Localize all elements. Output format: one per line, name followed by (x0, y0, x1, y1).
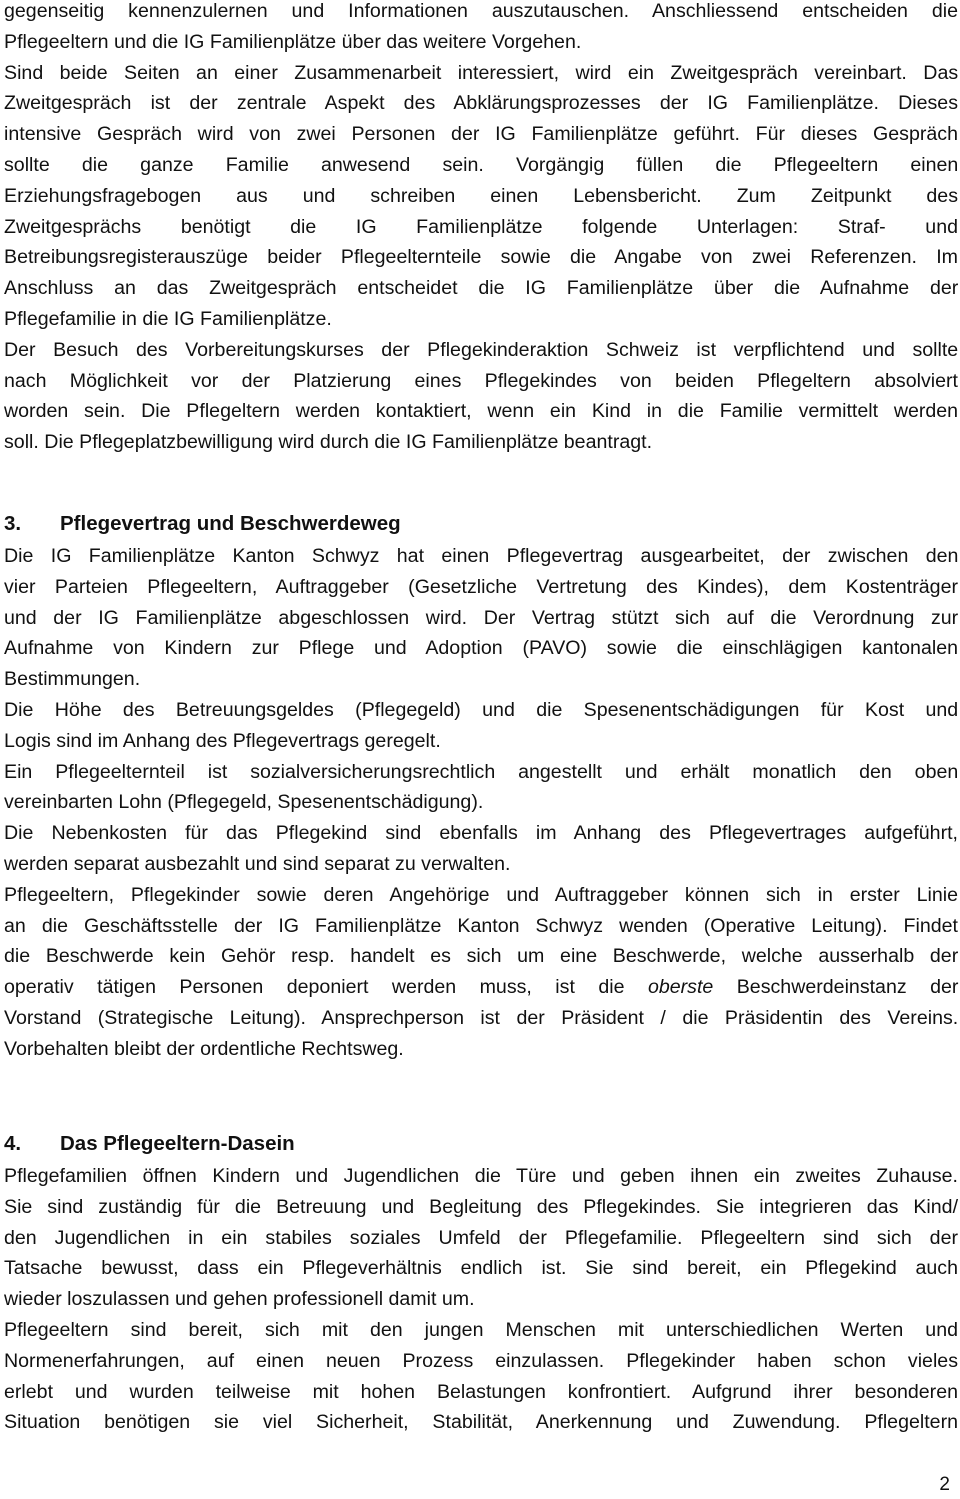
text-line: vereinbarten Lohn (Pflegegeld, Spesenentschädigung). (4, 791, 484, 814)
text-segment: Beschwerdeinstanz der (713, 976, 959, 999)
text-line: die Beschwerde kein Gehör resp. handelt es sich um eine Beschwerde, welche ausserhalb der (4, 945, 959, 968)
text-line: Sie sind zuständig für die Betreuung und Begleitung des Pflegekindes. Sie integrieren das Kind/ (4, 1195, 959, 1218)
text-line: Die Höhe des Betreuungsgeldes (Pflegegeld) und die Spesenentschädigungen für Kost und (4, 698, 959, 721)
section-number: 3. (4, 512, 22, 535)
text-line-with-emphasis (4, 972, 958, 1003)
text-line: Logis sind im Anhang des Pflegevertrags geregelt. (4, 729, 441, 752)
text-line: und der IG Familienplätze abgeschlossen wird. Der Vertrag stützt sich auf die Verordnung zur (4, 606, 959, 629)
text-line: Pflegefamilie in die IG Familienplätze. (4, 307, 332, 330)
text-line: Situation benötigen sie viel Sicherheit, Stabilität, Anerkennung und Zuwendung. Pflegeltern (4, 1411, 958, 1434)
page-number: 2 (939, 1474, 950, 1495)
text-line: Tatsache bewusst, dass ein Pflegeverhältnis endlich ist. Sie sind bereit, ein Pflegekind auch (4, 1257, 959, 1280)
text-line: gegenseitig kennenzulernen und Informationen auszutauschen. Anschliessend entscheiden die (4, 0, 958, 22)
text-line: intensive Gespräch wird von zwei Personen der IG Familienplätze geführt. Für dieses Gespräch (4, 123, 958, 146)
text-line: nach Möglichkeit vor der Platzierung eines Pflegekindes von beiden Pflegeltern absolviert (4, 369, 958, 392)
text-line: Sind beide Seiten an einer Zusammenarbeit interessiert, wird ein Zweitgespräch vereinbart. Das (4, 61, 959, 84)
text-line: wieder loszulassen und gehen professionell damit um. (4, 1288, 475, 1311)
section-heading-4 (4, 1129, 295, 1159)
emphasis-word: oberste (647, 976, 714, 999)
text-line: erlebt und wurden teilweise mit hohen Belastungen konfrontiert. Aufgrund ihrer besonderen (4, 1380, 958, 1403)
text-line: Bestimmungen. (4, 668, 141, 691)
text-line: sollte die ganze Familie anwesend sein. Vorgängig füllen die Pflegeeltern einen (4, 153, 959, 176)
text-line: worden sein. Die Pflegeltern werden kontaktiert, wenn ein Kind in die Familie vermittelt werden (4, 400, 959, 423)
text-line: werden separat ausbezahlt und sind separat zu verwalten. (4, 852, 511, 875)
text-line: soll. Die Pflegeplatzbewilligung wird durch die IG Familienplätze beantragt. (4, 431, 653, 454)
text-line: Ein Pflegeelternteil ist sozialversicherungsrechtlich angestellt und erhält monatlich den oben (4, 760, 959, 783)
text-line: Zweitgespräch ist der zentrale Aspekt des Abklärungsprozesses der IG Familienplätze. Dieses (4, 92, 958, 115)
text-line: Die IG Familienplätze Kanton Schwyz hat einen Pflegevertrag ausgearbeitet, der zwischen den (4, 545, 959, 567)
text-line: an die Geschäftsstelle der IG Familienplätze Kanton Schwyz wenden (Operative Leitung). Findet (4, 914, 958, 937)
text-line: Der Besuch des Vorbereitungskurses der Pflegekinderaktion Schweiz ist verpflichtend und sollte (4, 338, 959, 361)
text-line: Pflegefamilien öffnen Kindern und Jugendlichen die Türe und geben ihnen ein zweites Zuhause. (4, 1165, 958, 1187)
section-3-body (4, 541, 958, 1065)
text-line: Pflegeeltern sind bereit, sich mit den jungen Menschen mit unterschiedlichen Werten und (4, 1318, 958, 1341)
text-line: Pflegeeltern, Pflegekinder sowie deren Angehörige und Auftraggeber können sich in erster Linie (4, 883, 958, 906)
section-4-body (4, 1161, 958, 1438)
text-line: Betreibungsregisterauszüge beider Pflegeelternteile sowie die Angabe von zwei Referenzen. Im (4, 246, 958, 269)
text-line: Zweitgesprächs benötigt die IG Familienplätze folgende Unterlagen: Straf- und (4, 215, 958, 238)
text-line: Erziehungsfragebogen aus und schreiben einen Lebensbericht. Zum Zeitpunkt des (4, 184, 958, 207)
text-line: Vorbehalten bleibt der ordentliche Rechtsweg. (4, 1037, 404, 1060)
text-line: Anschluss an das Zweitgespräch entscheidet die IG Familienplätze über die Aufnahme der (4, 277, 959, 300)
text-line: Die Nebenkosten für das Pflegekind sind ebenfalls im Anhang des Pflegevertrages aufgeführt, (4, 822, 958, 845)
intro-paragraphs (4, 0, 958, 458)
text-line: Pflegeeltern und die IG Familienplätze über das weitere Vorgehen. (4, 30, 582, 53)
section-heading-3 (4, 509, 401, 539)
section-title: Das Pflegeeltern-Dasein (60, 1132, 295, 1155)
text-line: vier Parteien Pflegeeltern, Auftraggeber (Gesetzliche Vertretung des Kindes), dem Kostenträger (4, 575, 958, 598)
text-line: den Jugendlichen in ein stabiles soziales Umfeld der Pflegefamilie. Pflegeeltern sind sich der (4, 1226, 958, 1249)
text-line: Normenerfahrungen, auf einen neuen Prozess einzulassen. Pflegekinder haben schon vieles (4, 1349, 958, 1372)
section-title: Pflegevertrag und Beschwerdeweg (60, 512, 401, 535)
text-line: Vorstand (Strategische Leitung). Ansprechperson ist der Präsident / die Präsidentin des Vereins. (4, 1006, 959, 1029)
section-number: 4. (4, 1132, 22, 1155)
text-segment: operativ tätigen Personen deponiert werden muss, ist die (4, 976, 648, 999)
text-line: Aufnahme von Kindern zur Pflege und Adoption (PAVO) sowie die einschlägigen kantonalen (4, 637, 958, 660)
